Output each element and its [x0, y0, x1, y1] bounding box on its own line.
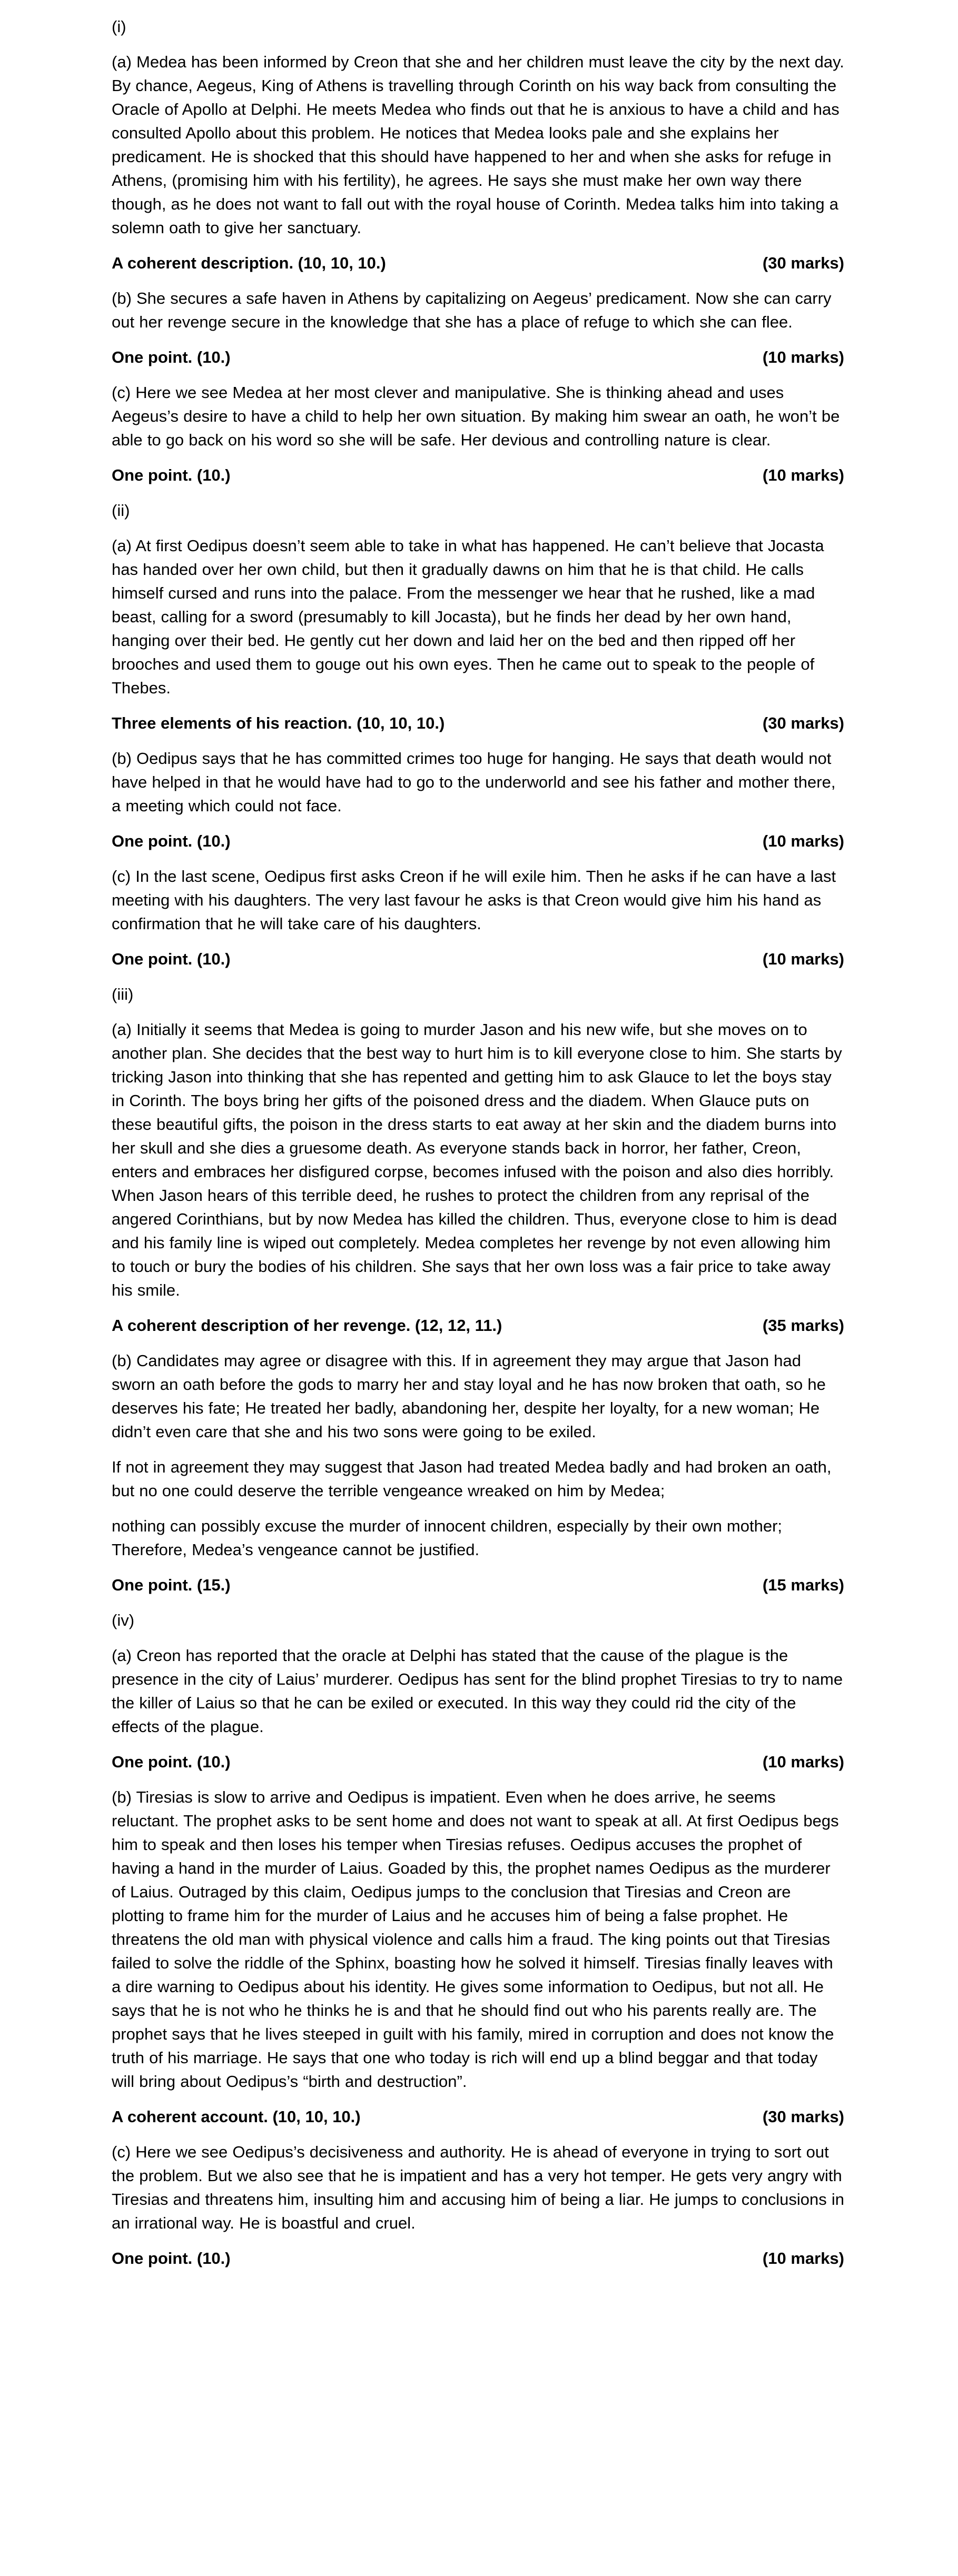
marks-value: (10 marks) — [762, 348, 844, 366]
marks-value: (35 marks) — [762, 1316, 844, 1335]
answer-paragraph: (b) Oedipus says that he has committed crimes too huge for hanging. He says that death would not have helped in that he would have had to go to the underworld and see his father and mother there, a meeting which could not face. — [112, 749, 836, 815]
marks-value: (30 marks) — [762, 714, 844, 732]
section-label: (iv) — [112, 1611, 135, 1629]
answer-paragraph: If not in agreement they may suggest that Jason had treated Medea badly and had broken an oath, but no one could deserve the terrible vengeance wreaked on him by Medea; — [112, 1458, 832, 1500]
section-label: (i) — [112, 17, 126, 36]
answer-paragraph: (a) Initially it seems that Medea is going to murder Jason and his new wife, but she moves on to another plan. She decides that the best way to hurt him is to kill everyone close to him. She starts by tricking Jason into thinking that she has repented and getting him to ask Glauce to let the boys stay in Corinth. The boys bring her gifts of the poisoned dress and the diadem. When Glauce puts on these beautiful gifts, the poison in the dress starts to eat away at her skin and the diadem burns into her skull and she dies a gruesome death. As everyone stands back in horror, her father, Creon, enters and embraces her disfigured corpse, becomes infused with the poison and also dies horribly. When Jason hears of this terrible deed, he rushes to protect the children from any reprisal of the angered Corinthians, but by now Medea has killed the children. Thus, everyone close to him is dead and his family line is wiped out completely. Medea completes her revenge by not even allowing him to touch or bury the bodies of his children. She says that her own loss was a fair price to take away his smile. — [112, 1020, 842, 1299]
marking-scheme-row — [112, 829, 844, 853]
answer-paragraph: (b) She secures a safe haven in Athens by capitalizing on Aegeus’ predicament. Now she can carry out her revenge secure in the knowledge that she has a place of refuge to which she can flee. — [112, 289, 832, 331]
marking-criteria-text: One point. (10.) — [112, 1753, 231, 1771]
answer-paragraph: (c) Here we see Medea at her most clever and manipulative. She is thinking ahead and uses Aegeus’s desire to have a child to help her own situation. By making him swear an oath, he won’t be able to go back on his word so she will be safe. Her devious and controlling nature is clear. — [112, 383, 840, 449]
marking-criteria-text: One point. (10.) — [112, 348, 231, 366]
marking-criteria-text: One point. (10.) — [112, 2249, 231, 2267]
marking-criteria-text: A coherent description of her revenge. (12, 12, 11.) — [112, 1316, 502, 1335]
marks-value: (10 marks) — [762, 1753, 844, 1771]
marking-scheme-row — [112, 2246, 844, 2270]
marks-value: (30 marks) — [762, 2107, 844, 2126]
marks-value: (10 marks) — [762, 2249, 844, 2267]
marking-scheme-row — [112, 2105, 844, 2129]
answer-paragraph: (b) Tiresias is slow to arrive and Oedipus is impatient. Even when he does arrive, he seems reluctant. The prophet asks to be sent home and does not want to speak at all. At first Oedipus begs him to speak and then loses his temper when Tiresias refuses. Oedipus accuses the prophet of having a hand in the murder of Laius. Goaded by this, the prophet names Oedipus as the murderer of Laius. Outraged by this claim, Oedipus jumps to the conclusion that Tiresias and Creon are plotting to frame him for the murder of Laius and he accuses him of being a false prophet. He threatens the old man with physical violence and calls him a fraud. The king points out that Tiresias failed to solve the riddle of the Sphinx, boasting how he solved it himself. Tiresias finally leaves with a dire warning to Oedipus about his identity. He gives some information to Oedipus, but not all. He says that he is not who he thinks he is and that he should find out who his parents really are. The prophet says that he lives steeped in guilt with his family, mired in corruption and does not know the truth of his marriage. He says that one who today is rich will end up a blind beggar and that today will bring about Oedipus’s “birth and destruction”. — [112, 1788, 839, 2091]
section-label: (ii) — [112, 501, 130, 520]
answer-paragraph: nothing can possibly excuse the murder of innocent children, especially by their own mother; Therefore, Medea’s vengeance cannot be justified. — [112, 1517, 783, 1559]
answer-paragraph: (c) In the last scene, Oedipus first asks Creon if he will exile him. Then he asks if he can have a last meeting with his daughters. The very last favour he asks is that Creon would give him his hand as confirmation that he will take care of his daughters. — [112, 867, 836, 933]
marks-value: (15 marks) — [762, 1576, 844, 1594]
answer-paragraph: (a) Creon has reported that the oracle at Delphi has stated that the cause of the plague is the presence in the city of Laius’ murderer. Oedipus has sent for the blind prophet Tiresias to try to name the killer of Laius so that he can be exiled or executed. In this way they could rid the city of the effects of the plague. — [112, 1646, 843, 1736]
answer-paragraph: (b) Candidates may agree or disagree with this. If in agreement they may argue that Jason had sworn an oath before the gods to marry her and stay loyal and he has now broken that oath, so he deserves his fate; He treated her badly, abandoning her, despite her loyalty, for a new woman; He didn’t even care that she and his two sons were going to be exiled. — [112, 1351, 826, 1441]
marking-criteria-text: One point. (15.) — [112, 1576, 231, 1594]
marking-scheme-row — [112, 463, 844, 487]
marking-scheme-row — [112, 1750, 844, 1774]
section-label: (iii) — [112, 985, 134, 1003]
marks-value: (10 marks) — [762, 466, 844, 484]
marking-criteria-text: One point. (10.) — [112, 832, 231, 850]
marking-criteria-text: A coherent description. (10, 10, 10.) — [112, 254, 386, 272]
marking-scheme-row — [112, 1314, 844, 1337]
marking-scheme-row — [112, 711, 844, 735]
marking-criteria-text: One point. (10.) — [112, 466, 231, 484]
answer-paragraph: (a) Medea has been informed by Creon that she and her children must leave the city by the next day. By chance, Aegeus, King of Athens is travelling through Corinth on his way back from consulting the Oracle of Apollo at Delphi. He meets Medea who finds out that he is anxious to have a child and has consulted Apollo about this problem. He notices that Medea looks pale and she explains her predicament. He is shocked that this should have happened to her and when she asks for refuge in Athens, (promising him with his fertility), he agrees. He says she must make her own way there though, as he does not want to fall out with the royal house of Corinth. Medea talks him into taking a solemn oath to give her sanctuary. — [112, 53, 844, 237]
marks-value: (10 marks) — [762, 950, 844, 968]
marking-criteria-text: Three elements of his reaction. (10, 10, 10.) — [112, 714, 445, 732]
marking-scheme-row — [112, 947, 844, 971]
marks-value: (10 marks) — [762, 832, 844, 850]
marking-criteria-text: One point. (10.) — [112, 950, 231, 968]
marking-scheme-row — [112, 1573, 844, 1597]
answer-paragraph: (c) Here we see Oedipus’s decisiveness and authority. He is ahead of everyone in trying to sort out the problem. But we also see that he is impatient and has a very hot temper. He gets very angry with Tiresias and threatens him, insulting him and accusing him of being a liar. He jumps to conclusions in an irrational way. He is boastful and cruel. — [112, 2143, 844, 2232]
answer-paragraph: (a) At first Oedipus doesn’t seem able to take in what has happened. He can’t believe that Jocasta has handed over her own child, but then it gradually dawns on him that he is that child. He calls himself cursed and runs into the palace. From the messenger we hear that he rushed, like a mad beast, calling for a sword (presumably to kill Jocasta), but he finds her dead by her own hand, hanging over their bed. He gently cut her down and laid her on the bed and then ripped off her brooches and used them to gouge out his own eyes. Then he came out to speak to the people of Thebes. — [112, 536, 824, 697]
marking-scheme-row — [112, 345, 844, 369]
marking-criteria-text: A coherent account. (10, 10, 10.) — [112, 2107, 361, 2126]
marks-value: (30 marks) — [762, 254, 844, 272]
marking-scheme-row — [112, 251, 844, 275]
